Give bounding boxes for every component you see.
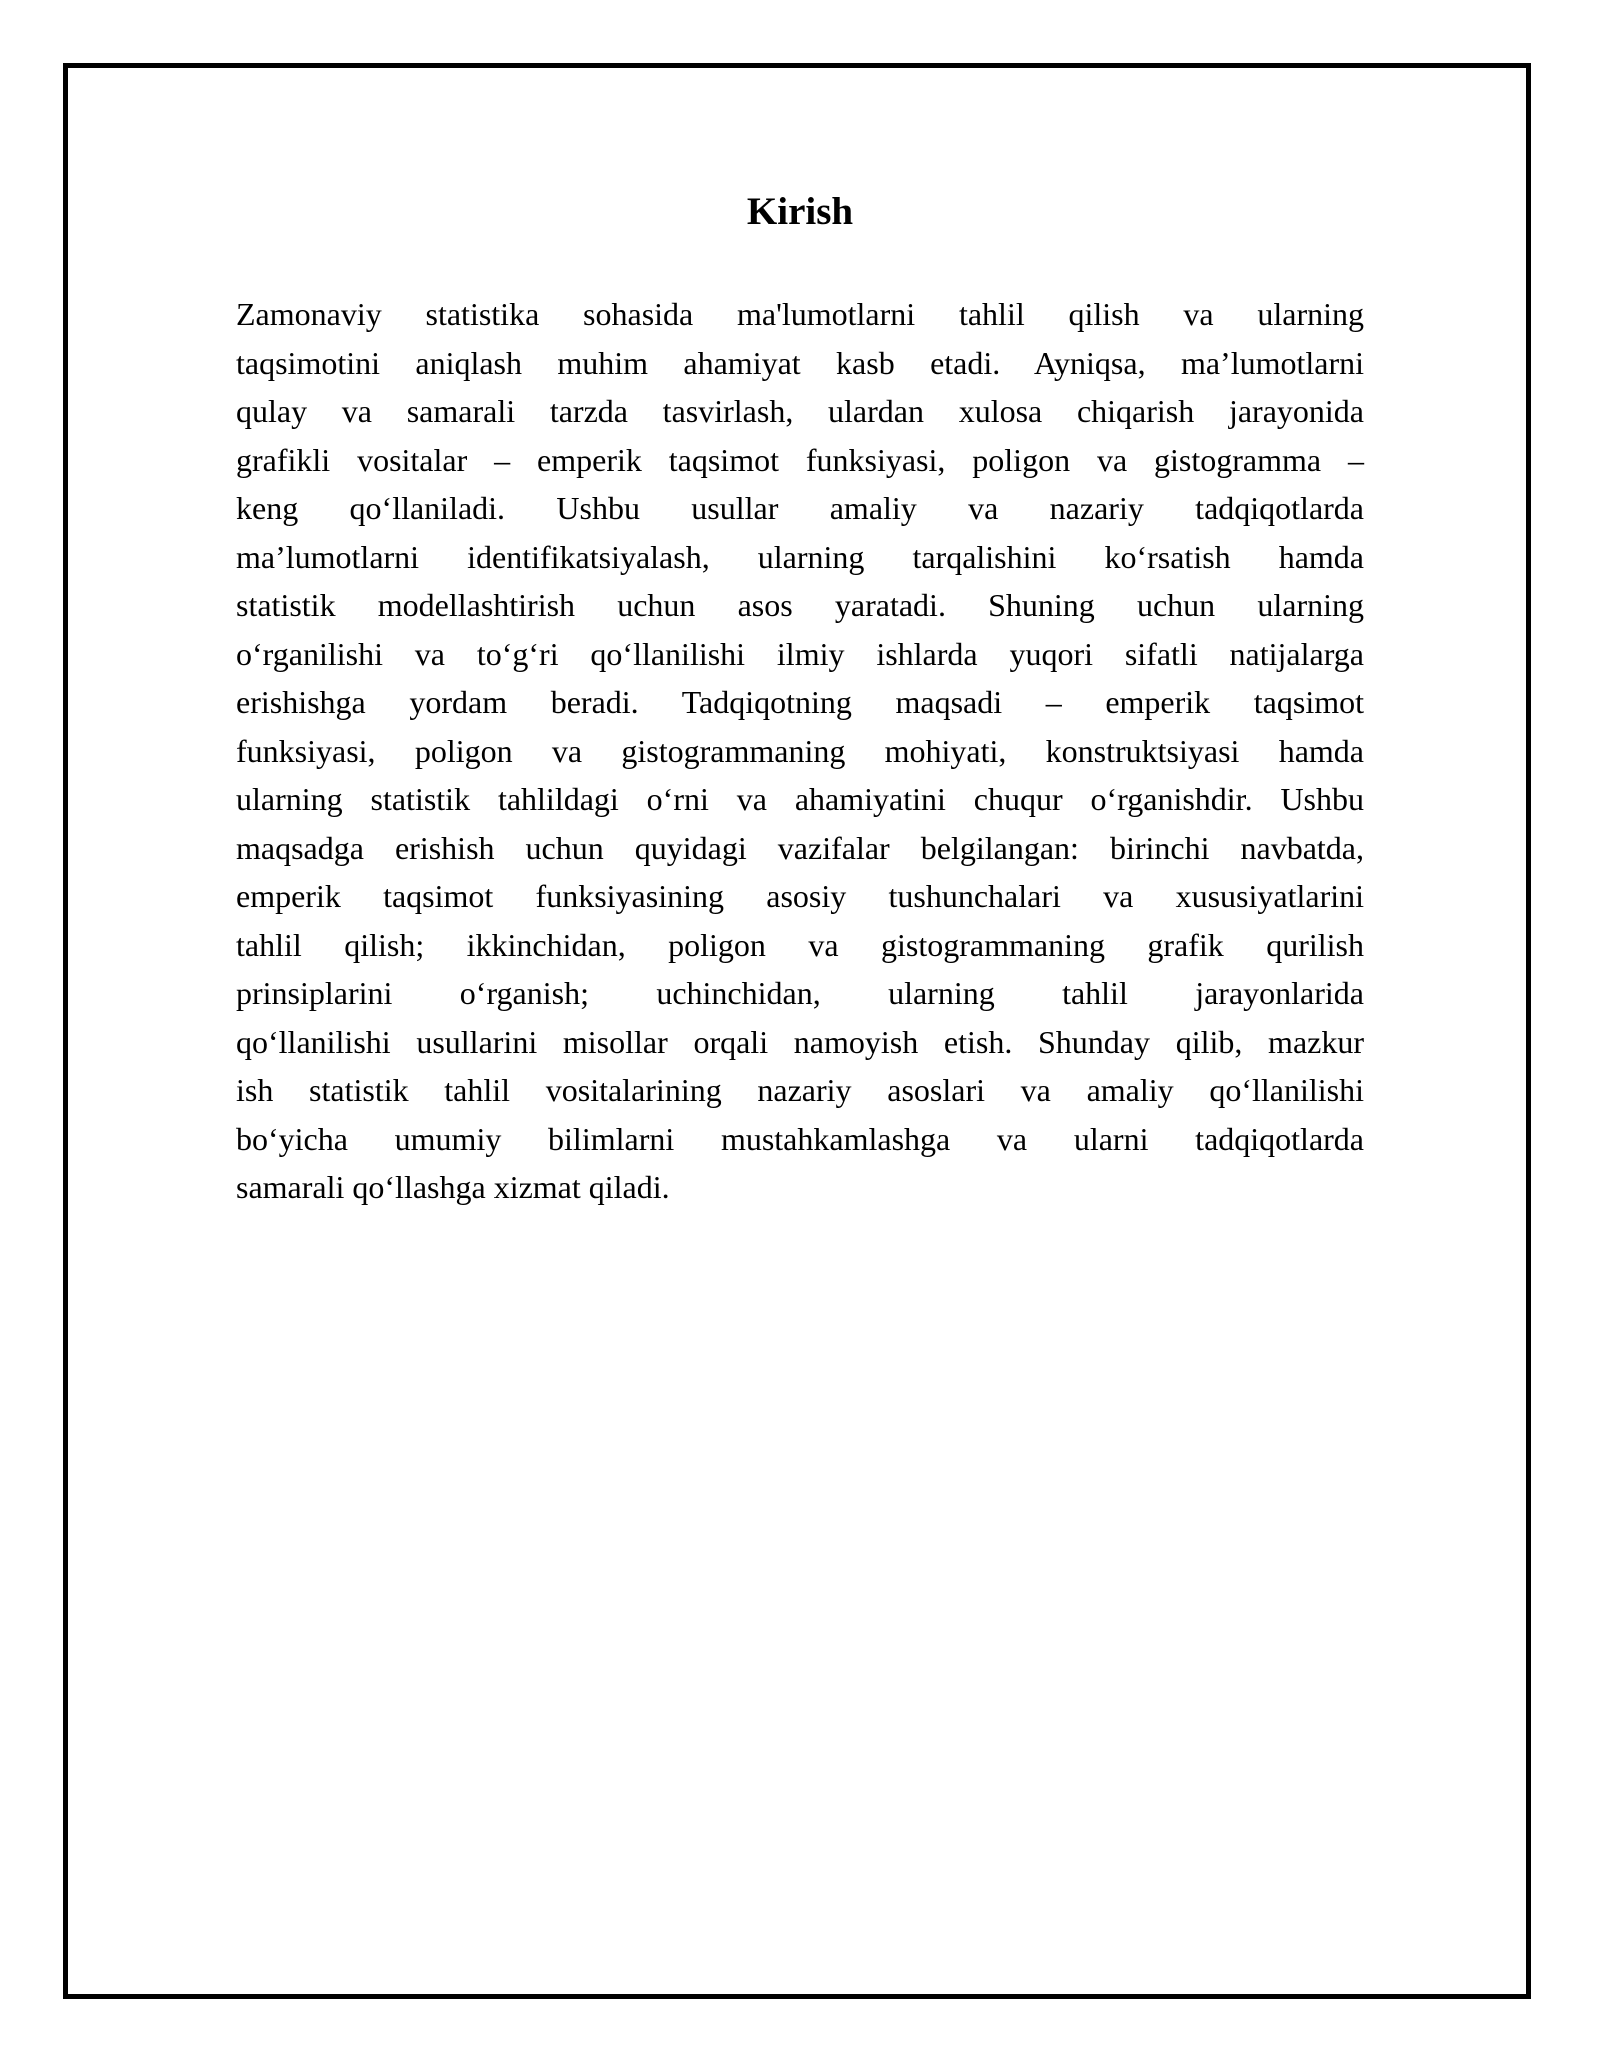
paragraph-line: statistik modellashtirish uchun asos yaratadi. Shuning uchun ularning bbox=[236, 587, 1364, 623]
paragraph-line: qo‘llanilishi usullarini misollar orqali namoyish etish. Shunday qilib, mazkur bbox=[236, 1023, 1364, 1060]
paragraph-line: qulay va samarali tarzda tasvirlash, ulardan xulosa chiqarish jarayonida bbox=[236, 393, 1364, 429]
paragraph-line: grafikli vositalar – emperik taqsimot funksiyasi, poligon va gistogramma – bbox=[236, 441, 1364, 478]
paragraph-line: funksiyasi, poligon va gistogrammaning mohiyati, konstruktsiyasi hamda bbox=[236, 732, 1364, 769]
paragraph-line: o‘rganilishi va to‘g‘ri qo‘llanilishi ilmiy ishlarda yuqori sifatli natijalarga bbox=[236, 635, 1364, 672]
paragraph-line: maqsadga erishish uchun quyidagi vazifalar belgilangan: birinchi navbatda, bbox=[236, 829, 1364, 866]
paragraph-line: keng qo‘llaniladi. Ushbu usullar amaliy va nazariy tadqiqotlarda bbox=[236, 490, 1364, 526]
paragraph-line: emperik taqsimot funksiyasining asosiy tushunchalari va xususiyatlarini bbox=[236, 878, 1364, 914]
paragraph-line: Zamonaviy statistika sohasida ma'lumotlarni tahlil qilish va ularning bbox=[236, 296, 1364, 332]
paragraph-line: bo‘yicha umumiy bilimlarni mustahkamlashga va ularni tadqiqotlarda bbox=[236, 1120, 1364, 1157]
paragraph-line: taqsimotini aniqlash muhim ahamiyat kasb etadi. Ayniqsa, ma’lumotlarni bbox=[236, 344, 1364, 381]
page-title: Kirish bbox=[746, 190, 854, 233]
paragraph-line: ish statistik tahlil vositalarining nazariy asoslari va amaliy qo‘llanilishi bbox=[236, 1072, 1364, 1108]
paragraph-line: samarali qo‘llashga xizmat qiladi. bbox=[236, 1169, 670, 1205]
paragraph-line: tahlil qilish; ikkinchidan, poligon va gistogrammaning grafik qurilish bbox=[236, 926, 1364, 963]
body-paragraph bbox=[236, 290, 1364, 1212]
paragraph-line: erishishga yordam beradi. Tadqiqotning maqsadi – emperik taqsimot bbox=[236, 684, 1364, 720]
paragraph-line: ma’lumotlarni identifikatsiyalash, ularning tarqalishini ko‘rsatish hamda bbox=[236, 538, 1364, 575]
paragraph-line: prinsiplarini o‘rganish; uchinchidan, ularning tahlil jarayonlarida bbox=[236, 975, 1364, 1011]
paragraph-line: ularning statistik tahlildagi o‘rni va ahamiyatini chuqur o‘rganishdir. Ushbu bbox=[236, 781, 1364, 817]
